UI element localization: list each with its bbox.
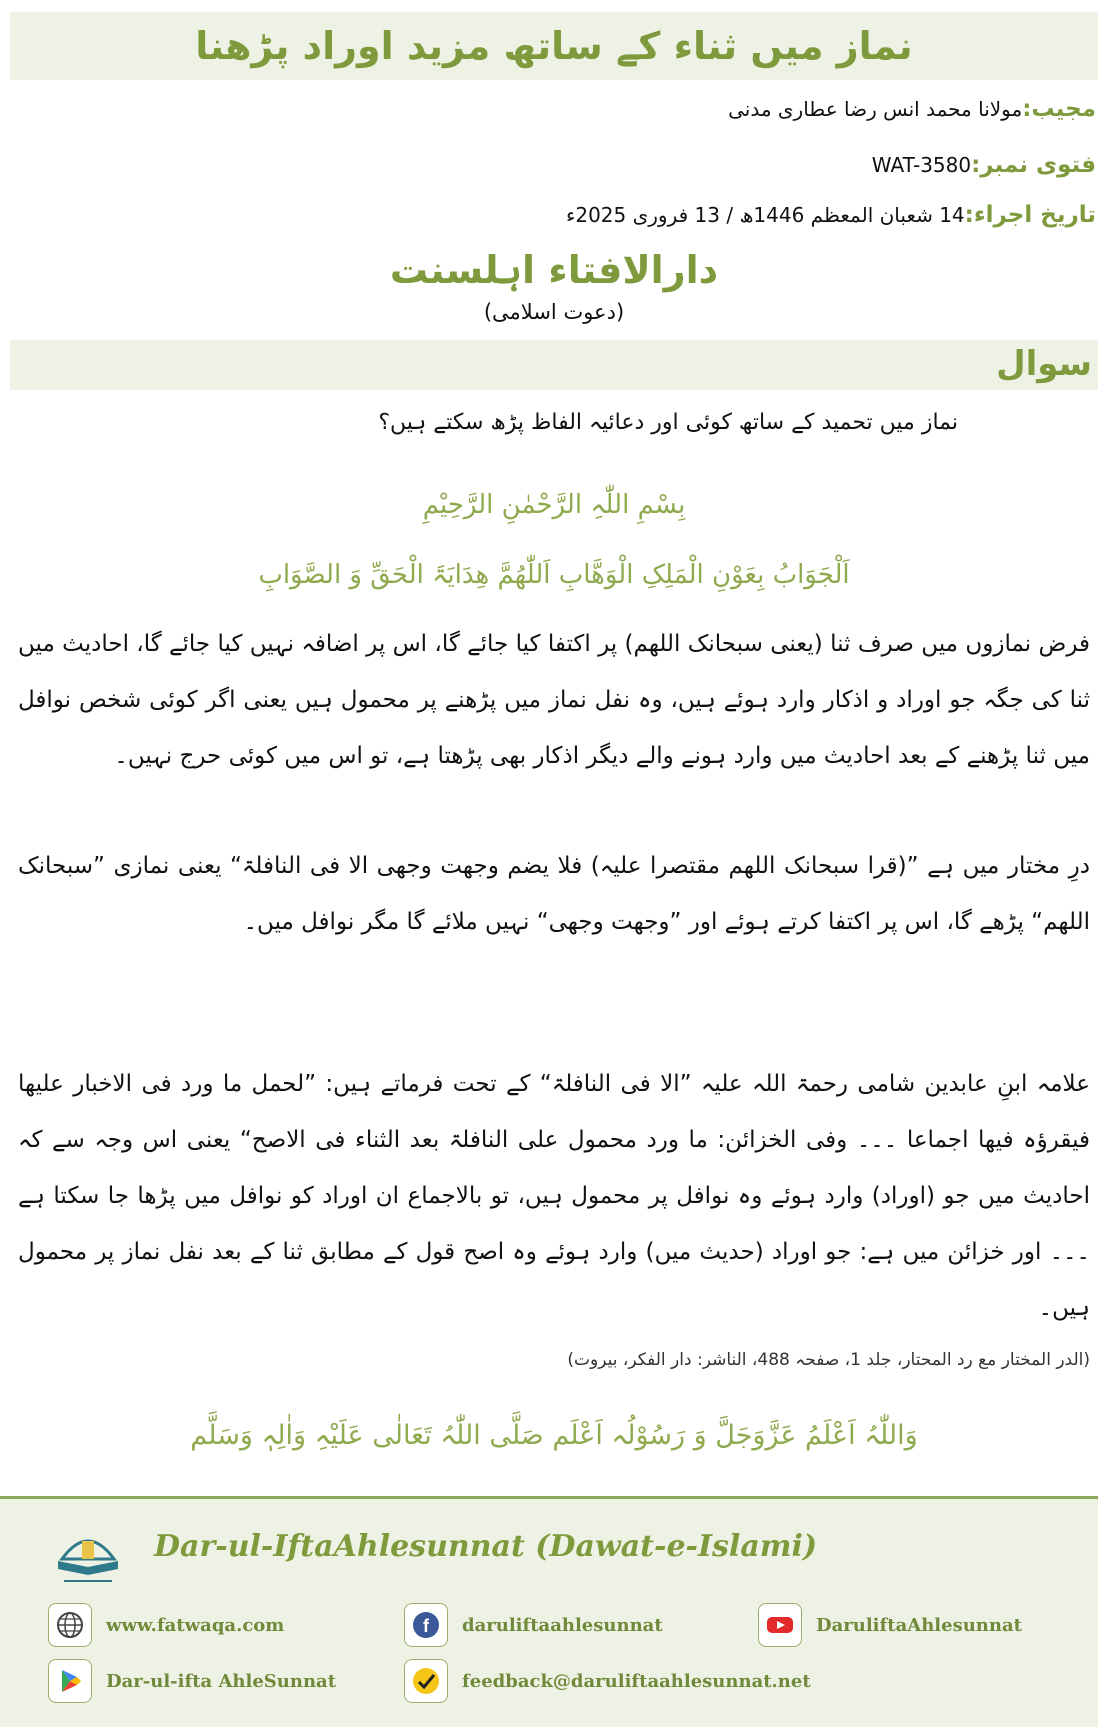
question-heading: سوال — [996, 344, 1092, 384]
fatwa-number-row — [16, 152, 1096, 178]
question-text: نماز میں تحمید کے ساتھ کوئی اور دعائیہ الفاظ پڑھ سکتے ہیں؟ — [378, 410, 958, 435]
feedback-icon — [404, 1659, 448, 1703]
youtube-text: DaruliftaAhlesunnat — [816, 1614, 1022, 1636]
website-link[interactable] — [48, 1603, 284, 1647]
answer-paragraph-2: درِ مختار میں ہے ”(قرا سبحانک اللھم مقتصرا علیہ) فلا یضم وجھت وجھی الا فی النافلۃ“ یعنی نمازی ”سبحانک اللھم“ پڑھے گا، اس پر اکتفا کرتے ہوئے اور ”وجھت وجھی“ نہیں ملائے گا مگر نوافل میں۔ — [18, 853, 1090, 935]
title-bar — [10, 12, 1098, 80]
youtube-link[interactable] — [758, 1603, 1022, 1647]
footer-brand: Dar-ul-IftaAhlesunnat (Dawat-e-Islami) — [154, 1529, 818, 1564]
answer-paragraph-3: علامہ ابنِ عابدین شامی رحمۃ اللہ علیہ ”الا فی النافلۃ“ کے تحت فرماتے ہیں: ”لحمل ما ورد فی الاخبار علیھا فیقرؤہ فیھا اجماعا ۔۔۔ وفی الخزائن: ما ورد محمول علی النافلۃ بعد الثناء فی الاصح“ یعنی اس وجہ سے کہ احادیث میں جو (اوراد) وارد ہوئے وہ نوافل پر محمول ہیں، تو بالاجماع ان اوراد کو نوافل میں پڑھا جا سکتا ہے ۔۔۔ اور خزائن میں ہے: جو اوراد (حدیث میں) وارد ہوئے وہ اصح قول کے مطابق ثنا کے بعد نفل نماز پر محمول ہیں۔ — [18, 1071, 1090, 1321]
answer-paragraph-1: فرض نمازوں میں صرف ثنا (یعنی سبحانک اللھم) پر اکتفا کیا جائے گا، اس پر اضافہ نہیں کیا جائے گا، احادیث میں ثنا کی جگہ جو اوراد و اذکار وارد ہوئے ہیں، وہ نفل نماز میں پڑھنے پر محمول ہیں یعنی اگر کوئی شخص نوافل میں ثنا پڑھنے کے بعد احادیث میں وارد ہونے والے دیگر اذکار بھی پڑھتا ہے، تو اس میں کوئی حرج نہیں۔ — [18, 631, 1090, 769]
bismillah: بِسْمِ اللّٰہِ الرَّحْمٰنِ الرَّحِیْمِ — [422, 490, 686, 520]
fatwa-number-value: WAT-3580 — [871, 153, 972, 177]
institution-title: دارالافتاء اہلسنت — [389, 248, 719, 292]
institution-subtitle: (دعوت اسلامی) — [483, 300, 625, 324]
facebook-text: daruliftaahlesunnat — [462, 1614, 663, 1636]
facebook-link[interactable] — [404, 1603, 663, 1647]
globe-icon — [48, 1603, 92, 1647]
mujeeb-value: مولانا محمد انس رضا عطاری مدنی — [728, 97, 1023, 121]
footer — [0, 1496, 1098, 1727]
playstore-text: Dar-ul-ifta AhleSunnat — [106, 1670, 337, 1692]
mujeeb-label: مجیب: — [1022, 96, 1096, 122]
fatwa-number-label: فتوی نمبر: — [971, 152, 1096, 178]
playstore-link[interactable] — [48, 1659, 336, 1703]
answer-opening: اَلْجَوَابُ بِعَوْنِ الْمَلِکِ الْوَھَّابِ اَللّٰھُمَّ ھِدَایَۃَ الْحَقِّ وَ الصَّوَابِ — [258, 560, 850, 590]
reference-citation: (الدر المختار مع رد المحتار، جلد 1، صفحہ 488، الناشر: دار الفکر، بیروت) — [567, 1350, 1090, 1370]
youtube-icon — [758, 1603, 802, 1647]
date-row — [16, 202, 1096, 228]
page-title: نماز میں ثناء کے ساتھ مزید اوراد پڑھنا — [195, 24, 913, 68]
svg-text:f: f — [423, 1616, 429, 1636]
closing-line: وَاللّٰہُ اَعْلَمُ عَزَّوَجَلَّ وَ رَسُوْلُہ اَعْلَم صَلَّی اللّٰہُ تَعَالٰی عَلَیْہِ وَاٰلِہٖ وَسَلَّم — [190, 1420, 918, 1451]
date-value: 14 شعبان المعظم 1446ھ / 13 فروری 2025ء — [565, 203, 965, 227]
institution-logo-icon — [48, 1519, 128, 1589]
website-text: www.fatwaqa.com — [106, 1614, 285, 1636]
question-heading-bar — [10, 340, 1098, 390]
play-store-icon — [48, 1659, 92, 1703]
reference-row — [18, 1330, 1090, 1388]
facebook-icon — [404, 1603, 448, 1647]
date-label: تاریخ اجراء: — [964, 202, 1096, 228]
email-link[interactable] — [404, 1659, 811, 1703]
email-text: feedback@daruliftaahlesunnat.net — [462, 1670, 811, 1692]
mujeeb-row — [16, 96, 1096, 122]
